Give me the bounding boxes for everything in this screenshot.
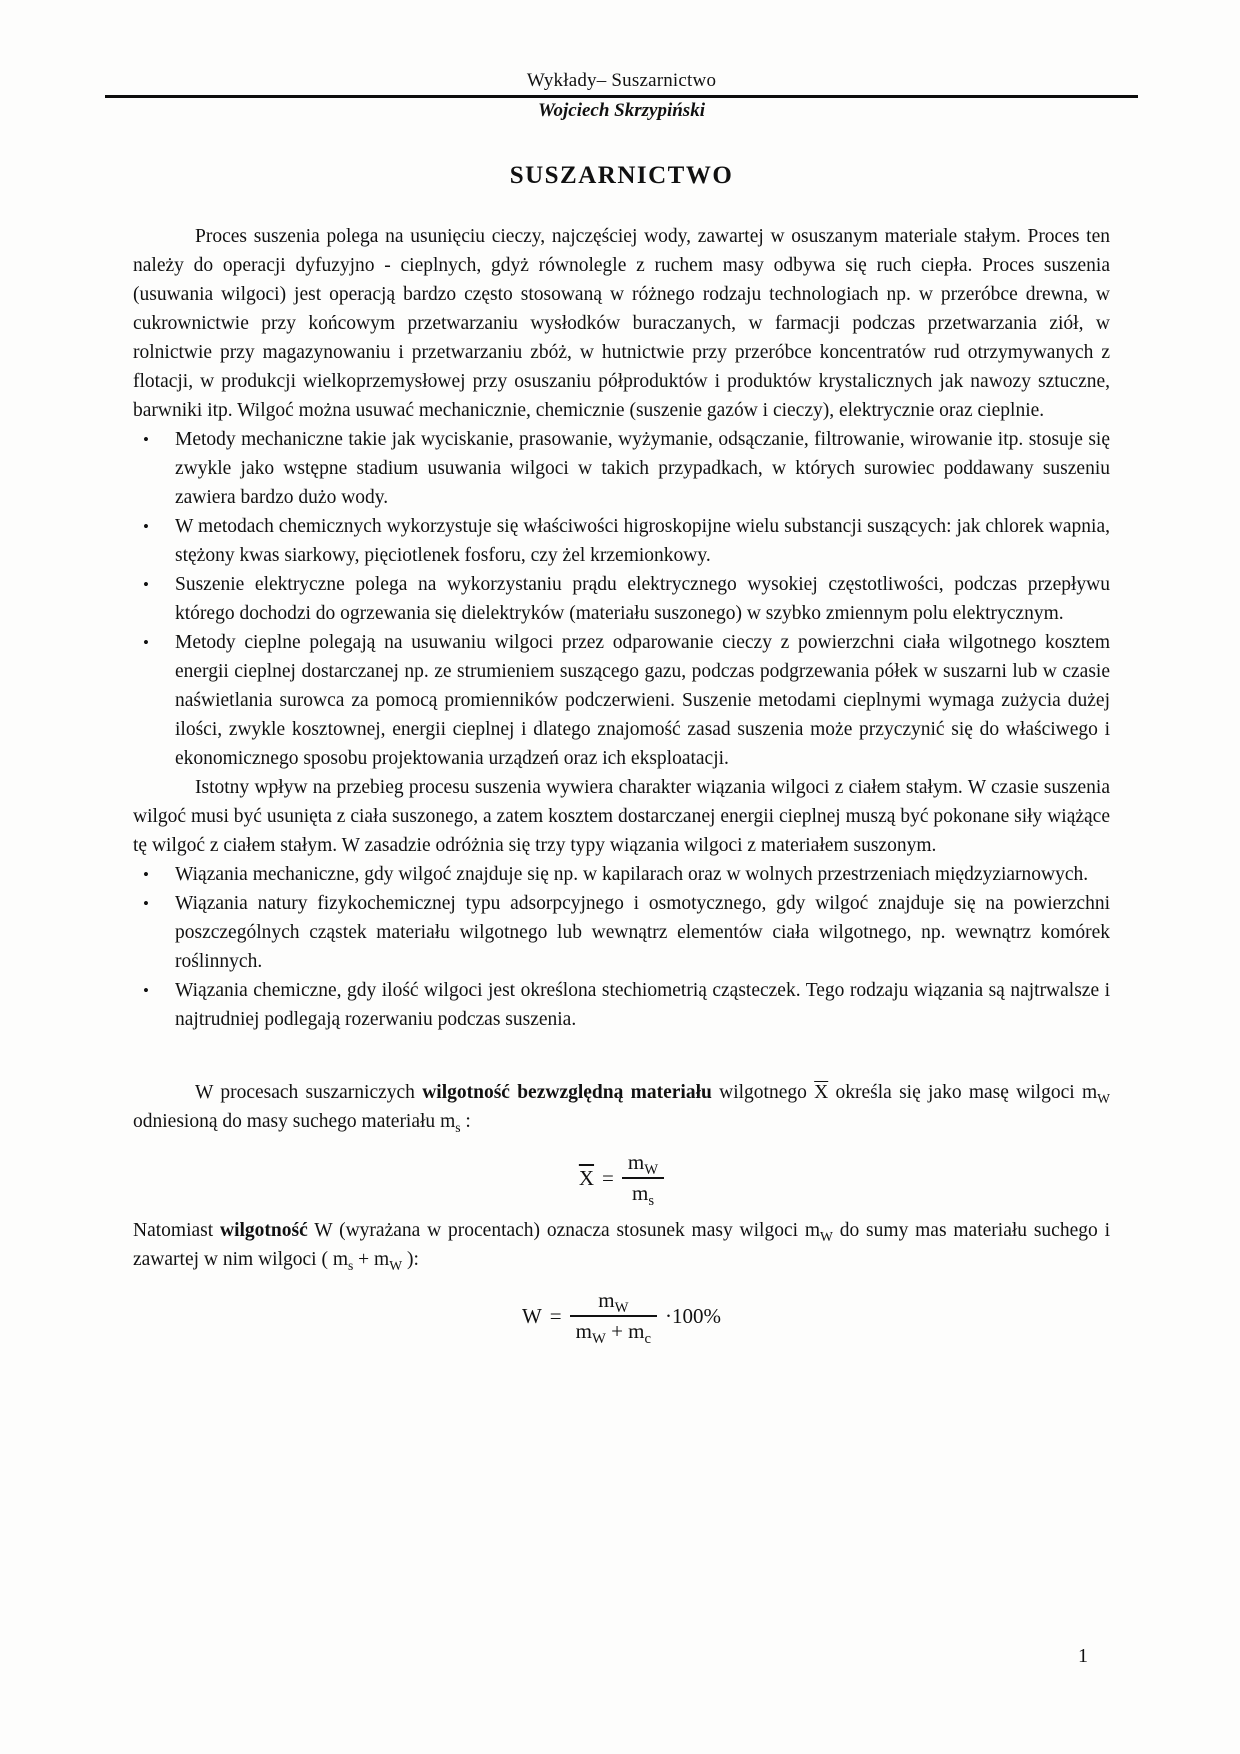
formula-absolute-moisture [133, 1150, 1110, 1210]
formula-lhs: W [521, 1303, 542, 1328]
formula-lhs: $\overline{X}$ [578, 1165, 595, 1190]
paragraph-intro: Proces suszenia polega na usunięciu cieczy, najczęściej wody, zawartej w osuszanym materiale stałym. Proces ten należy do operacji dyfuzyjno - cieplnych, gdyż równolegle z ruchem masy odbywa się ruch ciepła. Proces suszenia (usuwania wilgoci) jest operacją bardzo często stosowaną w różnego rodzaju technologiach np. w przeróbce drewna, w cukrownictwie przy końcowym przetwarzaniu wysłodków buraczanych, w farmacji podczas przetwarzania ziół, w rolnictwie przy magazynowaniu i przetwarzaniu zbóż, w hutnictwie przy przeróbce koncentratów rud otrzymywanych z flotacji, w produkcji wielkoprzemysłowej przy osuszaniu półproduktów i produktów krystalicznych jak nawozy sztuczne, barwniki itp. Wilgoć można usuwać mechanicznie, chemicznie (suszenie gazów i cieczy), elektrycznie oraz cieplnie. [133, 226, 1110, 421]
header-divider [105, 95, 1138, 98]
fraction-denominator: $m_W + m_c$ [575, 1319, 652, 1348]
bullet-text-electric: Suszenie elektryczne polega na wykorzystaniu prądu elektrycznego wysokiej częstotliwości, podczas przepływu którego dochodzi do ogrzewania się dielektryków (materiału suszonego) w szybko zmiennym polu elektrycznym. [175, 574, 1110, 624]
list-item [133, 628, 1110, 773]
list-item [133, 976, 1110, 1034]
list-item [133, 512, 1110, 570]
bullet-icon: • [143, 575, 149, 594]
fraction-numerator: $m_W$ [622, 1150, 664, 1179]
fraction [570, 1288, 657, 1348]
page-number: 1 [1078, 1645, 1088, 1667]
formula-suffix: ·100% [665, 1303, 722, 1328]
bullet-text-mechanical-binding: Wiązania mechaniczne, gdy wilgoć znajduje się np. w kapilarach oraz w wolnych przestrzeniach międzyziarnowych. [175, 864, 1089, 885]
bullet-icon: • [143, 894, 149, 913]
paragraph-absolute-moisture: W procesach suszarniczych wilgotność bezwzględną materiału wilgotnego $\overline{X}$ określa się jako masę wilgoci $m_W$ odniesioną do masy suchego materiału $m_s$ : [133, 1082, 1110, 1135]
list-item [133, 570, 1110, 628]
bullet-icon: • [143, 430, 149, 449]
paragraph-relative-moisture: Natomiast wilgotność W (wyrażana w procentach) oznacza stosunek masy wilgoci $m_W$ do sumy mas materiału suchego i zawartej w nim wilgoci ( $m_s + m_W$ ): [133, 1220, 1110, 1273]
header-course-title: Wykłady– Suszarnictwo [526, 70, 717, 91]
fraction-numerator: $m_W$ [570, 1288, 657, 1317]
bullet-text-physicochemical-binding: Wiązania natury fizykochemicznej typu adsorpcyjnego i osmotycznego, gdy wilgoć znajduje się na powierzchni poszczególnych cząstek materiału wilgotnego lub wewnątrz elementów ciała wilgotnego, np. wewnątrz komórek roślinnych. [175, 893, 1110, 972]
bullet-text-chemical: W metodach chemicznych wykorzystuje się właściwości higroskopijne wielu substancji suszących: jak chlorek wapnia, stężony kwas siarkowy, pięciotlenek fosforu, czy żel krzemionkowy. [175, 516, 1110, 566]
bullet-text-mechanical: Metody mechaniczne takie jak wyciskanie, prasowanie, wyżymanie, odsączanie, filtrowanie, wirowanie itp. stosuje się zwykle jako wstępne stadium usuwania wilgoci w takich przypadkach, w których surowiec poddawany suszeniu zawiera bardzo dużo wody. [175, 429, 1110, 508]
bullet-list-bindings [133, 860, 1110, 1034]
bullet-list-methods [133, 425, 1110, 773]
equals-sign: = [549, 1303, 562, 1328]
vertical-spacer [133, 1034, 1110, 1078]
page-title: SUSZARNICTWO [509, 162, 734, 189]
list-item [133, 425, 1110, 512]
bullet-icon: • [143, 981, 149, 1000]
bullet-text-chemical-binding: Wiązania chemiczne, gdy ilość wilgoci jest określona stechiometrią cząsteczek. Tego rodzaju wiązania są najtrwalsze i najtrudniej podlegają rozerwaniu podczas suszenia. [175, 980, 1110, 1030]
equals-sign: = [602, 1165, 614, 1190]
fraction [622, 1150, 664, 1210]
formula-relative-moisture [133, 1288, 1110, 1348]
bullet-icon: • [143, 633, 149, 652]
list-item [133, 889, 1110, 976]
list-item [133, 860, 1110, 889]
paragraph-moisture-binding: Istotny wpływ na przebieg procesu suszenia wywiera charakter wiązania wilgoci z ciałem stałym. W czasie suszenia wilgoć musi być usunięta z ciała suszonego, a zatem kosztem dostarczanej energii cieplnej muszą być pokonane siły wiążące tę wilgoć z ciałem stałym. W zasadzie odróżnia się trzy typy wiązania wilgoci z materiałem suszonym. [133, 777, 1110, 856]
bullet-icon: • [143, 865, 149, 884]
header-author-name: Wojciech Skrzypiński [538, 100, 705, 121]
bullet-icon: • [143, 517, 149, 536]
fraction-denominator: $m_s$ [631, 1181, 655, 1210]
bullet-text-thermal: Metody cieplne polegają na usuwaniu wilgoci przez odparowanie cieczy z powierzchni ciała wilgotnego kosztem energii cieplnej dostarczanej np. ze strumieniem suszącego gazu, podczas podgrzewania półek w suszarni lub w czasie naświetlania surowca za pomocą promienników podczerwieni. Suszenie metodami cieplnymi wymaga zużycia dużej ilości, zwykle kosztownej, energii cieplnej i dlatego znajomość zasad suszenia może przyczynić się do właściwego i ekonomicznego sposobu projektowania urządzeń oraz ich eksploatacji. [175, 632, 1110, 769]
